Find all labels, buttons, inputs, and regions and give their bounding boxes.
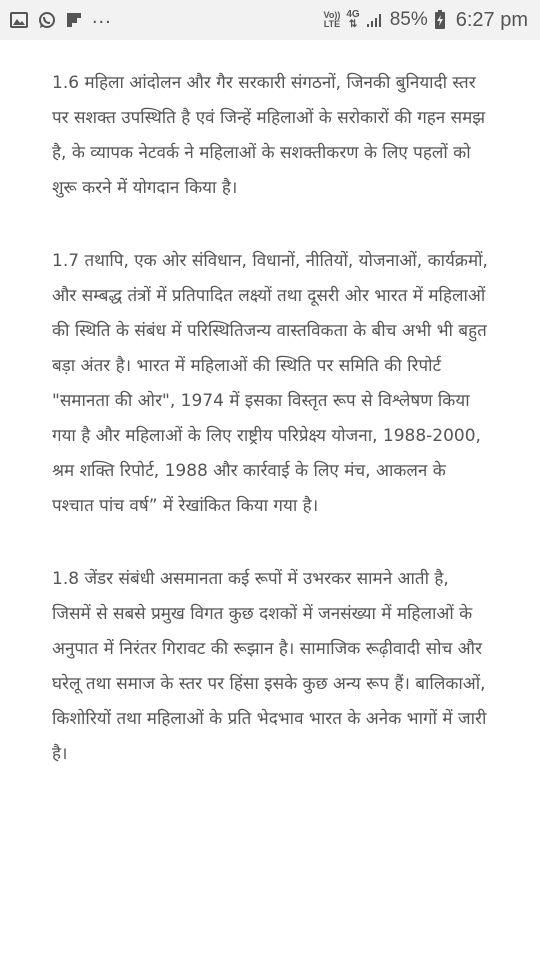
whatsapp-icon (38, 11, 56, 29)
data-arrows-icon: 4G ⇅ (346, 9, 360, 30)
system-status (324, 9, 540, 32)
article-body (52, 66, 492, 810)
image-icon (10, 12, 28, 28)
battery-icon (434, 10, 446, 30)
overflow-indicator: ... (92, 5, 112, 28)
paragraph-1-6: 1.6 महिला आंदोलन और गैर सरकारी संगठनों, जिनकी बुनियादी स्तर पर सशक्त उपस्थिति है एवं जिन्हें महिलाओं के सरोकारों की गहन समझ है, के व्यापक नेटवर्क ने महिलाओं के सशक्तीकरण के लिए पहलों को शुरू करने में योगदान किया है। (52, 73, 486, 198)
notification-icons (0, 5, 112, 29)
signal-icon (366, 12, 384, 28)
volte-icon: Vo)) LTE (323, 10, 341, 29)
paragraph-1-7: 1.7 तथापि, एक ओर संविधान, विधानों, नीतियों, योजनाओं, कार्यक्रमों, और सम्बद्ध तंत्रों में प्रतिपादित लक्ष्यों तथा दूसरी ओर भारत में महिलाओं की स्थिति के संबंध में परिस्थितिजन्य वास्तविकता के बीच अभी भी बहुत बड़ा अंतर है। भारत में महिलाओं की स्थिति पर समिति की रिपोर्ट "समानता की ओर", 1974 में इसका विस्तृत रूप से विश्लेषण किया गया है और महिलाओं के लिए राष्ट्रीय परिप्रेक्ष्य योजना, 1988-2000, श्रम शक्ति रिपोर्ट, 1988 और कार्रवाई के लिए मंच, आकलन के पश्चात पांच वर्ष” में रेखांकित किया गया है। (52, 251, 488, 516)
flipboard-icon (66, 12, 82, 28)
clock: 6:27 pm (455, 8, 528, 31)
battery-percentage: 85% (389, 9, 428, 30)
status-bar (0, 0, 540, 40)
paragraph-1-8: 1.8 जेंडर संबंधी असमानता कई रूपों में उभरकर सामने आती है, जिसमें से सबसे प्रमुख विगत कुछ दशकों में जनसंख्या में महिलाओं के अनुपात में निरंतर गिरावट की रूझान है। सामाजिक रूढ़ीवादी सोच और घरेलू तथा समाज के स्तर पर हिंसा इसके कुछ अन्य रूप हैं। बालिकाओं, किशोरियों तथा महिलाओं के प्रति भेदभाव भारत के अनेक भागों में जारी है। (52, 569, 487, 764)
network-type: 4G (346, 9, 360, 20)
